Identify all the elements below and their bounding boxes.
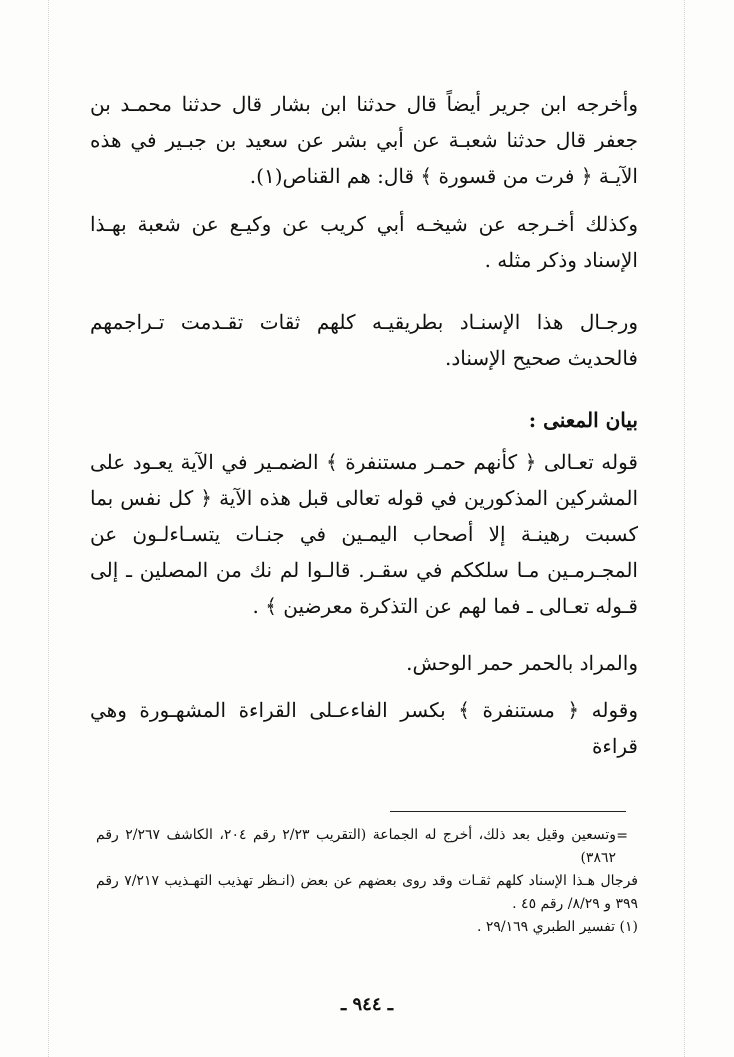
paragraph-isnad-ibn-jarir <box>90 86 638 194</box>
footnotes <box>96 824 638 939</box>
footnote-continuation-marker: = <box>616 828 628 844</box>
footnote-continued-a: وتسعين وقيل بعد ذلك، أخرج له الجماعة (التقريب ٢/٢٣ رقم ٢٠٤، الكاشف ٢/٢٦٧ رقم ٣٨٦٢) <box>96 827 617 866</box>
section-heading-meaning <box>90 402 638 438</box>
paragraph-text: قوله تعـالى ﴿ كأنهم حمـر مستنفرة ﴾ الضمـير في الآية يعـود على المشركين المذكورين في قوله تعالى قبل هذه الآية ﴿ كل نفس بما كسبت رهينـة إلا أصحاب اليمـين في جنـات يتسـاءلـون عن المجـرمـين مـا سلككم في سقـر. قالـوا لم نك من المصلين ـ إلى قـوله تعـالى ـ فما لهم عن التذكرة معرضين ﴾ . <box>90 450 638 618</box>
heading-text: بيان المعنى : <box>528 408 638 432</box>
paragraph-text: وأخرجه ابن جرير أيضاً قال حدثنا ابن بشار قال حدثنا محمـد بن جعفر قال حدثنا شعبـة عن أبي بشر عن سعيد بن جبـير في هذه الآيـة ﴿ فرت من قسورة ﴾ قال: هم القناص(١). <box>90 92 638 188</box>
paragraph-isnad-grading <box>90 304 638 376</box>
paragraph-text: والمراد بالحمر حمر الوحش. <box>406 651 638 675</box>
paragraph-text: وكذلك أخـرجه عن شيخـه أبي كريب عن وكيـع عن شعبة بهـذا الإسناد وذكر مثله . <box>90 212 638 272</box>
paragraph-text: ورجـال هذا الإسنـاد بطريقيـه كلهم ثقات تقـدمت تـراجمهم فالحديث صحيح الإسناد. <box>90 310 638 370</box>
footnote-1: (١) تفسير الطبري ٢٩/١٦٩ . <box>476 919 638 935</box>
paragraph-reading <box>90 692 638 764</box>
paragraph-wild-donkeys <box>90 645 638 681</box>
paragraph-explanation <box>90 444 638 624</box>
margin-guide-right <box>684 0 685 1057</box>
paragraph-text: وقوله ﴿ مستنفرة ﴾ بكسر الفاءعـلى القراءة المشهـورة وهي قراءة <box>90 698 638 758</box>
footnote-continued-b: فرجال هـذا الإسناد كلهم ثقـات وقد روى بعضهم عن بعض (انـظر تهذيب التهـذيب ٧/٢١٧ رقم ٣٩٩ و ٨/٢٩/ رقم ٤٥ . <box>96 873 638 912</box>
page-number: ـ ٩٤٤ ـ <box>340 994 394 1015</box>
footnote-separator <box>390 811 626 812</box>
margin-guide-left <box>48 0 49 1057</box>
paragraph-abu-kurayb <box>90 206 638 278</box>
